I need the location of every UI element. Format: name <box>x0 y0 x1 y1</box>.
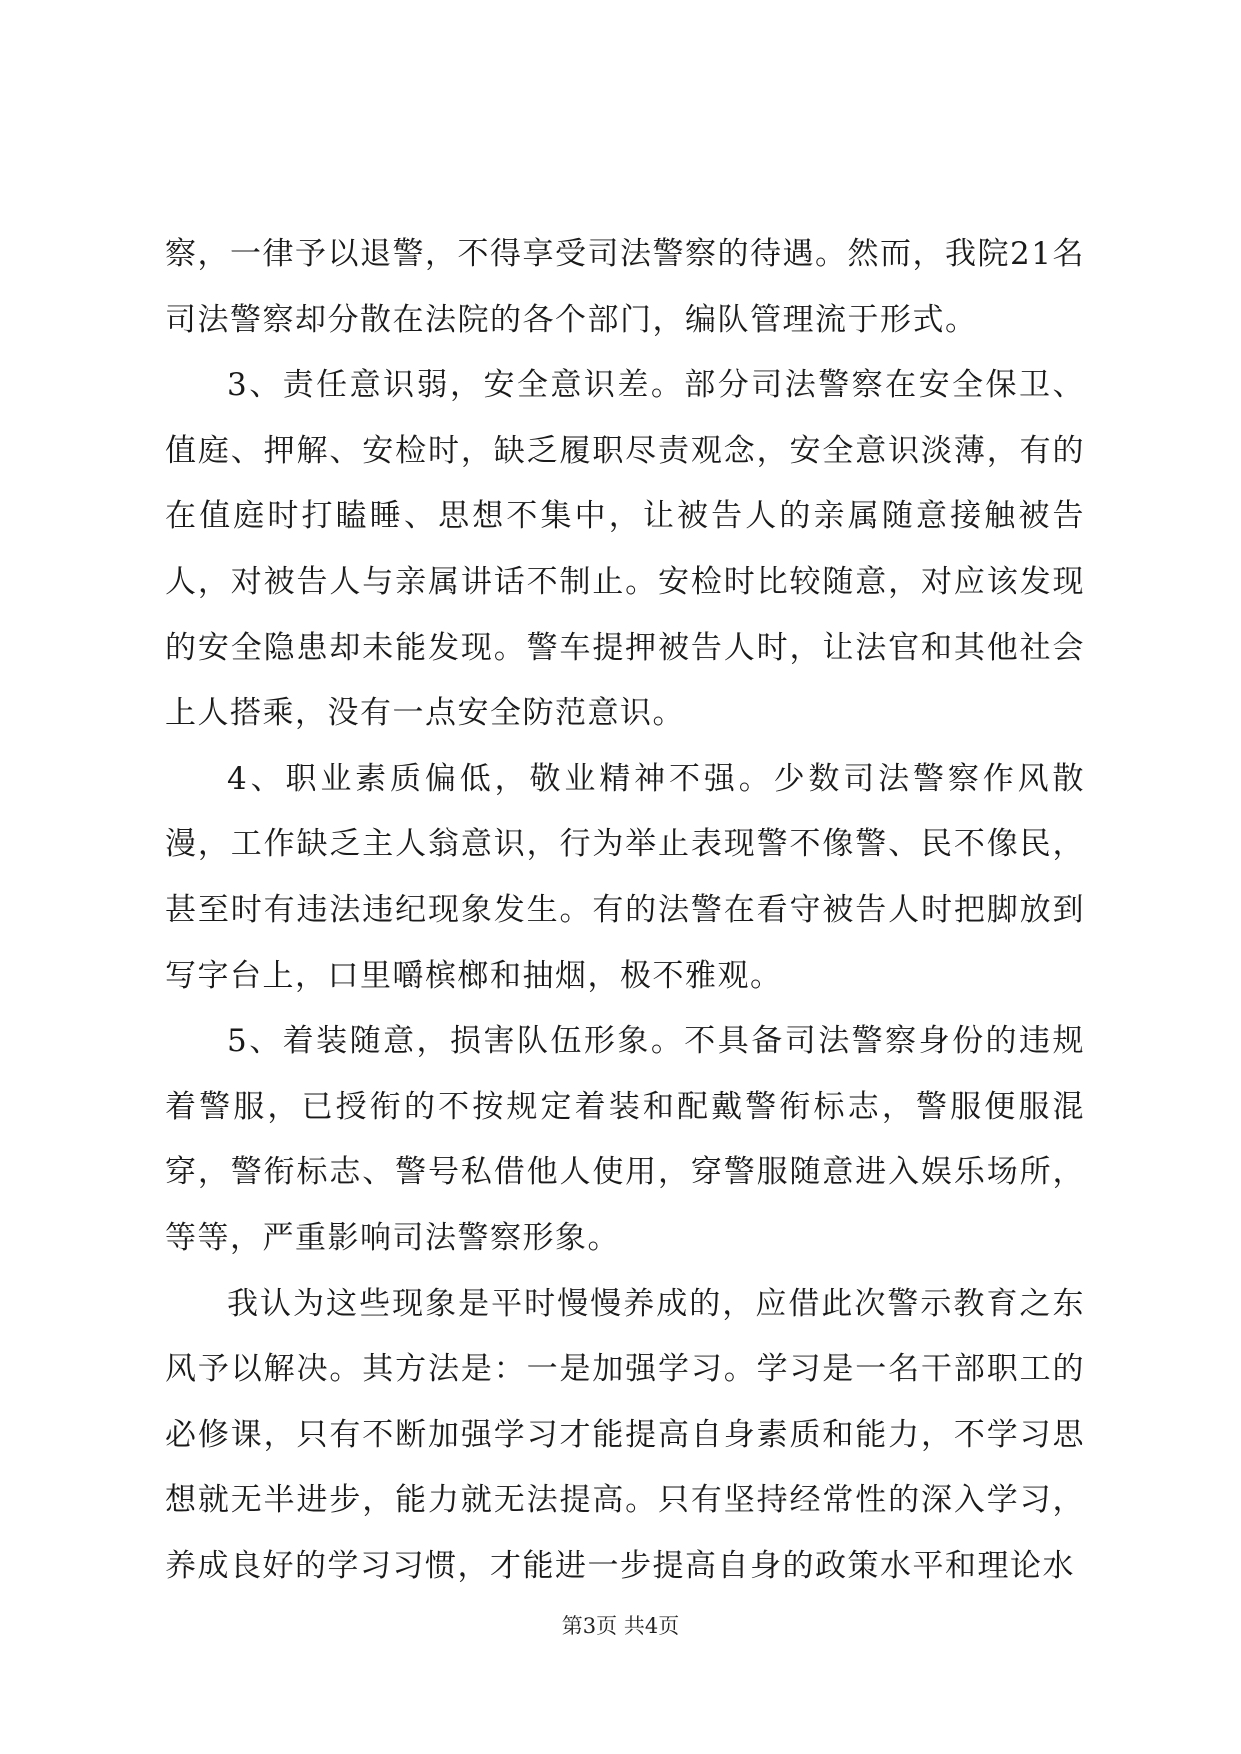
page-footer <box>0 1610 1241 1640</box>
paragraph-continuation: 察，一律予以退警，不得享受司法警察的待遇。然而，我院21名司法警察却分散在法院的各个部门，编队管理流于形式。 <box>165 236 1085 338</box>
paragraph-remedy: 我认为这些现象是平时慢慢养成的，应借此次警示教育之东风予以解决。其方法是：一是加强学习。学习是一名干部职工的必修课，只有不断加强学习才能提高自身素质和能力，不学习思想就无半进步，能力就无法提高。只有坚持经常性的深入学习，养成良好的学习习惯，才能进一步提高自身的政策水平和理论水 <box>165 1285 1085 1584</box>
document-body <box>165 222 1085 1599</box>
paragraph-item-3: 3、责任意识弱，安全意识差。部分司法警察在安全保卫、值庭、押解、安检时，缺乏履职尽责观念，安全意识淡薄，有的在值庭时打瞌睡、思想不集中，让被告人的亲属随意接触被告人，对被告人与亲属讲话不制止。安检时比较随意，对应该发现的安全隐患却未能发现。警车提押被告人时，让法官和其他社会上人搭乘，没有一点安全防范意识。 <box>165 367 1085 732</box>
paragraph-item-4: 4、职业素质偏低，敬业精神不强。少数司法警察作风散漫，工作缺乏主人翁意识，行为举止表现警不像警、民不像民，甚至时有违法违纪现象发生。有的法警在看守被告人时把脚放到写字台上，口里嚼槟榔和抽烟，极不雅观。 <box>165 760 1085 994</box>
paragraph-item-5: 5、着装随意，损害队伍形象。不具备司法警察身份的违规着警服，已授衔的不按规定着装和配戴警衔标志，警服便服混穿，警衔标志、警号私借他人使用，穿警服随意进入娱乐场所，等等，严重影响司法警察形象。 <box>165 1023 1085 1256</box>
page-number-label: 第3页 共4页 <box>561 1614 680 1638</box>
